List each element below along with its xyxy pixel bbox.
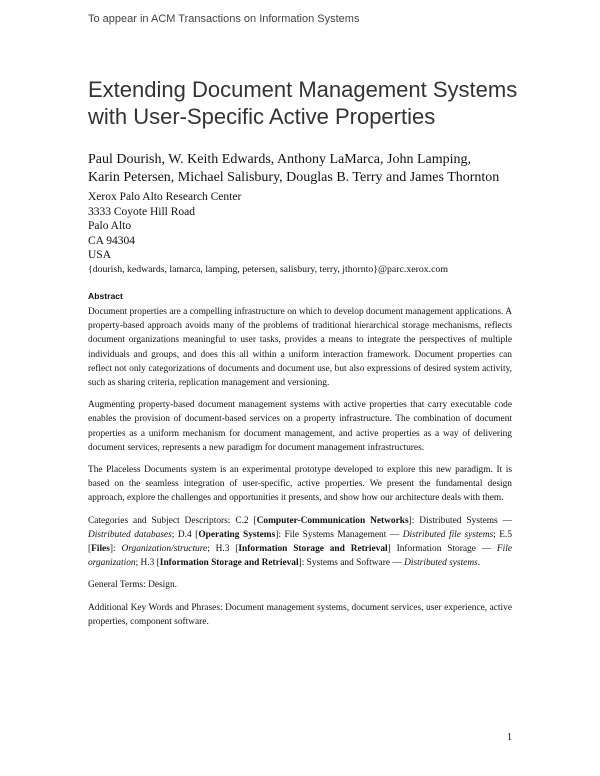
author-line-1: Paul Dourish, W. Keith Edwards, Anthony LaMarca, John Lamping, (88, 152, 472, 167)
keywords: Additional Key Words and Phrases: Document management systems, document services, user experience, active properties, component software. (88, 602, 512, 627)
address-line: Palo Alto (88, 220, 132, 233)
title-line-1: Extending Document Management Systems (88, 77, 518, 102)
page-number: 1 (507, 732, 512, 743)
paper-title (88, 76, 558, 130)
address-line: USA (88, 249, 112, 262)
address-line: Xerox Palo Alto Research Center (88, 191, 242, 203)
address-line: 3333 Coyote Hill Road (88, 205, 196, 218)
abstract-paragraph: Augmenting property-based document management systems with active properties that carry executable code enables the provision of document-based services on a property infrastructure. The combination of document properties as a uniform mechanism for document management, and active properties as a way of delivering document services, represents a new paradigm for document management infrastructures. (88, 400, 512, 453)
abstract-body (88, 305, 512, 637)
author-line-2: Karin Petersen, Michael Salisbury, Douglas B. Terry and James Thornton (88, 170, 500, 185)
address-line: CA 94304 (88, 234, 135, 247)
running-header: To appear in ACM Transactions on Information Systems (88, 13, 360, 25)
author-emails: {dourish, kedwards, lamarca, lamping, petersen, salisbury, terry, jthornto}@parc.xerox.com (88, 264, 448, 275)
abstract-paragraph: The Placeless Documents system is an experimental prototype developed to explore this new paradigm. It is based on the seamless integration of user-specific, active properties. We present the fundamental design approach, explore the challenges and opportunities it presents, and show how our architecture deals with them. (88, 465, 512, 504)
general-terms: General Terms: Design. (88, 580, 177, 591)
abstract-paragraph: Document properties are a compelling infrastructure on which to develop document management applications. A property-based approach avoids many of the problems of traditional hierarchical storage mechanisms, reflects document organizations meaningful to user tasks, provides a means to integrate the perspectives of multiple individuals and groups, and does this all within a uniform interaction framework. Document properties can reflect not only categorizations of documents and document use, but also expressions of desired system activity, such as sharing criteria, replication management and versioning. (88, 307, 512, 389)
author-list (88, 151, 548, 187)
categories-descriptors: Categories and Subject Descriptors: C.2 [Computer-Communication Networks]: Distributed Systems — Distributed databases; D.4 [Operating Systems]: File Systems Management — Distributed file systems; E.5 [Files]: Organization/structure; H.3 [Information Storage and Retrieval] Information Storage — File organization; H.3 [Information Storage and Retrieval]: Systems and Software — Distributed systems. (88, 515, 513, 569)
abstract-heading: Abstract (88, 291, 123, 301)
title-line-2: with User-Specific Active Properties (88, 104, 436, 129)
affiliation-address (88, 190, 241, 263)
